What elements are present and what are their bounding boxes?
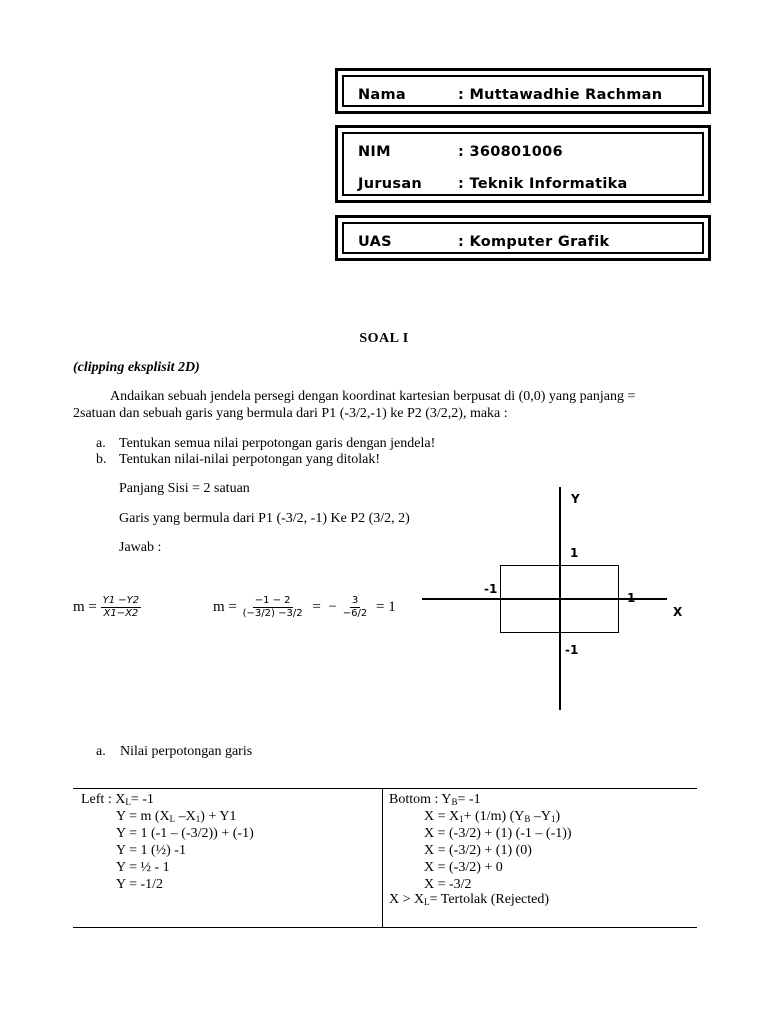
list-marker: b. — [96, 452, 107, 467]
section-a-heading — [96, 744, 253, 760]
right-cell-line: X = (-3/2) + (1) (-1 – (-1)) — [424, 826, 572, 841]
tick-label-right: 1 — [627, 591, 636, 605]
left-cell-line: Y = 1 (-1 – (-3/2)) + (-1) — [116, 826, 254, 841]
list-text: Tentukan semua nilai perpotongan garis dengan jendela! — [119, 436, 436, 451]
garis-text: Garis yang bermula dari P1 (-3/2, -1) Ke P2 (3/2, 2) — [119, 511, 410, 526]
tick-label-bottom: -1 — [565, 643, 579, 657]
list-item — [96, 452, 381, 468]
table-bottom-border — [73, 927, 697, 928]
left-cell-line: Y = ½ - 1 — [116, 860, 170, 875]
calc-fraction-1 — [241, 595, 305, 620]
jurusan-label: Jurusan — [358, 176, 423, 192]
jurusan-value: : Teknik Informatika — [458, 176, 628, 192]
calc-equals: = — [312, 599, 321, 615]
left-cell-line: Left : $X_L= -1$ — [81, 792, 154, 807]
calc-denominator-1: (−3/2) −3/2 — [242, 608, 303, 619]
nim-value: : 360801006 — [458, 144, 563, 160]
calc-numerator-2: 3 — [351, 595, 359, 606]
slope-numerator: Y1 −Y2 — [102, 595, 140, 606]
nama-value: : Muttawadhie Rachman — [458, 87, 663, 103]
calc-numerator-1: −1 − 2 — [254, 595, 291, 606]
right-cell-line: $X > X_L=$ Tertolak (Rejected) — [389, 892, 550, 907]
slope-fraction — [101, 595, 142, 620]
tick-label-left: -1 — [484, 582, 498, 596]
left-cell-line: Y = 1 (½) -1 — [116, 843, 186, 858]
soal-title: SOAL I — [359, 331, 409, 346]
slope-denominator: X1−X2 — [103, 608, 139, 619]
section-a-text: Nilai perpotongan garis — [120, 744, 253, 759]
clipping-window — [500, 565, 619, 633]
table-top-border — [73, 788, 697, 789]
list-text: Tentukan nilai-nilai perpotongan yang ditolak! — [119, 452, 381, 467]
slope-calculation — [213, 595, 396, 620]
header-box-nama — [335, 68, 711, 114]
problem-paragraph-line1: Andaikan sebuah jendela persegi dengan koordinat kartesian berpusat di (0,0) yang panjang = — [110, 389, 636, 404]
header-box-uas — [335, 215, 711, 261]
uas-label: UAS — [358, 234, 392, 250]
calc-result: = 1 — [376, 599, 396, 615]
right-cell-line: $X = X_1+ (1/m)$ ($Y_B$ $-Y_1$) — [424, 809, 561, 824]
uas-value: : Komputer Grafik — [458, 234, 610, 250]
table-divider — [382, 788, 383, 928]
calc-denominator-2: −6/2 — [342, 608, 368, 619]
list-item — [96, 436, 436, 452]
left-cell-line: Y = -1/2 — [116, 877, 164, 892]
header-box-nim — [335, 125, 711, 203]
section-a-marker: a. — [96, 744, 106, 759]
calc-fraction-2 — [341, 595, 369, 620]
nim-label: NIM — [358, 144, 391, 160]
x-axis-label: X — [673, 605, 683, 619]
soal-subtitle: (clipping eksplisit 2D) — [73, 360, 200, 375]
slope-formula — [73, 595, 141, 620]
right-cell-line: Bottom : $Y_B= -1$ — [389, 792, 481, 807]
list-marker: a. — [96, 436, 106, 451]
panjang-sisi-text: Panjang Sisi = 2 satuan — [119, 481, 250, 496]
right-cell-line: X = (-3/2) + 0 — [424, 860, 503, 875]
nama-label: Nama — [358, 87, 407, 103]
y-axis-label: Y — [571, 492, 580, 506]
tick-label-top: 1 — [570, 546, 579, 560]
calc-minus: − — [328, 599, 338, 615]
slope-formula-lhs: m = — [73, 599, 97, 615]
calc-lhs: m = — [213, 599, 237, 615]
left-cell-line: Y = m ($X_L$ $-X_1) + Y1$ — [116, 809, 237, 824]
right-cell-line: X = (-3/2) + (1) (0) — [424, 843, 532, 858]
jawab-label: Jawab : — [119, 540, 162, 555]
problem-paragraph-line2: 2satuan dan sebuah garis yang bermula dari P1 (-3/2,-1) ke P2 (3/2,2), maka : — [73, 406, 508, 421]
right-cell-line: X = -3/2 — [424, 877, 472, 892]
